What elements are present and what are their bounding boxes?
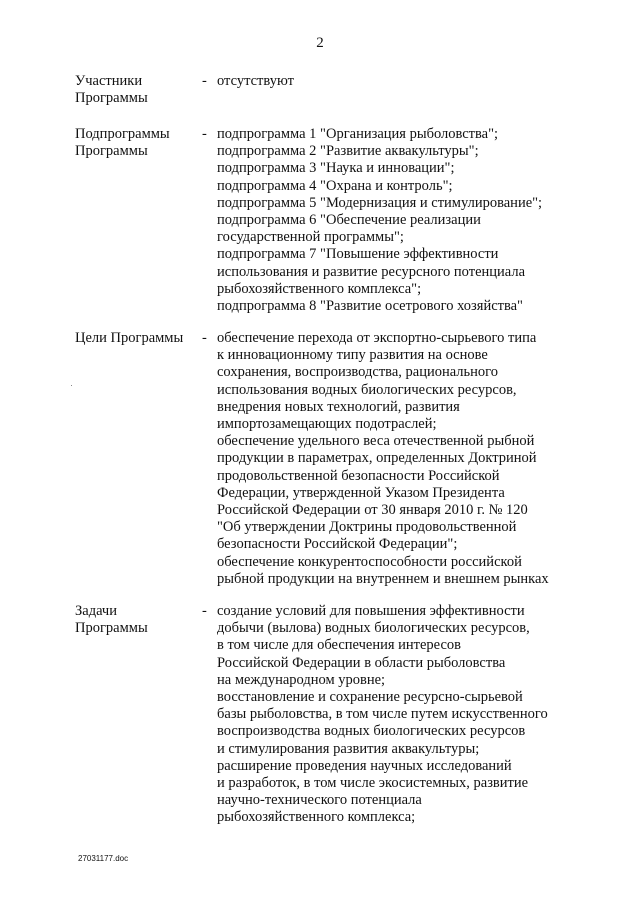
body-line: расширение проведения научных исследований bbox=[217, 757, 512, 774]
dash-separator: - bbox=[202, 603, 207, 619]
body-line: Российской Федерации от 30 января 2010 г. № 120 bbox=[217, 502, 528, 519]
subprogram-line: государственной программы"; bbox=[217, 229, 404, 246]
body-line: безопасности Российской Федерации"; bbox=[217, 536, 458, 553]
body-line: рыбохозяйственного комплекса; bbox=[217, 809, 416, 826]
subprogram-line: подпрограмма 4 "Охрана и контроль"; bbox=[217, 177, 453, 194]
label-line: Программы bbox=[75, 620, 148, 637]
subprogram-line: подпрограмма 5 "Модернизация и стимулирование"; bbox=[217, 194, 543, 211]
subprogram-line: подпрограмма 8 "Развитие осетрового хозяйства" bbox=[217, 298, 523, 315]
label-line: Программы bbox=[75, 90, 148, 107]
label-line: Программы bbox=[75, 143, 148, 160]
body-line: в том числе для обеспечения интересов bbox=[217, 637, 462, 654]
section-body bbox=[217, 126, 577, 315]
body-line: на международном уровне; bbox=[217, 671, 386, 688]
body-line: сохранения, воспроизводства, рационального bbox=[217, 364, 498, 381]
body-line: продукции в параметрах, определенных Доктриной bbox=[217, 450, 537, 467]
body-line: импортозамещающих подотраслей; bbox=[217, 416, 437, 433]
body-line: "Об утверждении Доктрины продовольственной bbox=[217, 519, 517, 536]
subprogram-line: подпрограмма 2 "Развитие аквакультуры"; bbox=[217, 143, 479, 160]
subprogram-line: рыбохозяйственного комплекса"; bbox=[217, 280, 422, 297]
body-line: внедрения новых технологий, развития bbox=[217, 398, 460, 415]
body-line: добычи (вылова) водных биологических ресурсов, bbox=[217, 620, 530, 637]
body-line: восстановление и сохранение ресурсно-сырьевой bbox=[217, 689, 523, 706]
body-line: и разработок, в том числе экосистемных, развитие bbox=[217, 775, 529, 792]
body-line: к инновационному типу развития на основе bbox=[217, 347, 488, 364]
body-line: создание условий для повышения эффективности bbox=[217, 603, 525, 619]
body-line: и стимулирования развития аквакультуры; bbox=[217, 740, 480, 757]
label-line: Участники bbox=[75, 73, 143, 89]
label-line: Цели Программы bbox=[75, 330, 184, 346]
body-line: обеспечение перехода от экспортно-сырьевого типа bbox=[217, 330, 537, 346]
dash-separator: - bbox=[202, 330, 207, 346]
subprogram-line: подпрограмма 6 "Обеспечение реализации bbox=[217, 212, 481, 229]
body-line: использования водных биологических ресурсов, bbox=[217, 381, 517, 398]
body-line: обеспечение конкурентоспособности российской bbox=[217, 553, 522, 570]
body-line: базы рыболовства, в том числе путем искусственного bbox=[217, 706, 548, 723]
page-number: 2 bbox=[316, 35, 324, 51]
subprogram-line: подпрограмма 7 "Повышение эффективности bbox=[217, 246, 499, 263]
section-body bbox=[217, 73, 577, 90]
body-line: рыбной продукции на внутреннем и внешнем рынках bbox=[217, 570, 549, 587]
subprogram-line: подпрограмма 1 "Организация рыболовства"; bbox=[217, 126, 499, 142]
body-line: отсутствуют bbox=[217, 73, 294, 89]
body-line: Федерации, утвержденной Указом Президента bbox=[217, 484, 505, 501]
section-body bbox=[217, 603, 577, 827]
body-line: Российской Федерации в области рыболовства bbox=[217, 654, 506, 671]
scan-speck bbox=[71, 385, 72, 386]
subprogram-line: использования и развитие ресурсного потенциала bbox=[217, 263, 526, 280]
body-line: научно-технического потенциала bbox=[217, 792, 422, 809]
body-line: продовольственной безопасности Российской bbox=[217, 467, 500, 484]
subprogram-line: подпрограмма 3 "Наука и инновации"; bbox=[217, 160, 455, 177]
dash-separator: - bbox=[202, 73, 207, 89]
label-line: Задачи bbox=[75, 603, 117, 619]
section-label bbox=[75, 330, 195, 347]
section-label bbox=[75, 126, 195, 160]
section-label bbox=[75, 603, 195, 637]
section-label bbox=[75, 73, 195, 107]
body-line: воспроизводства водных биологических ресурсов bbox=[217, 723, 526, 740]
body-line: обеспечение удельного веса отечественной рыбной bbox=[217, 433, 535, 450]
section-body bbox=[217, 330, 577, 588]
document-code: 27031177.doc bbox=[78, 854, 129, 863]
label-line: Подпрограммы bbox=[75, 126, 170, 142]
dash-separator: - bbox=[202, 126, 207, 142]
